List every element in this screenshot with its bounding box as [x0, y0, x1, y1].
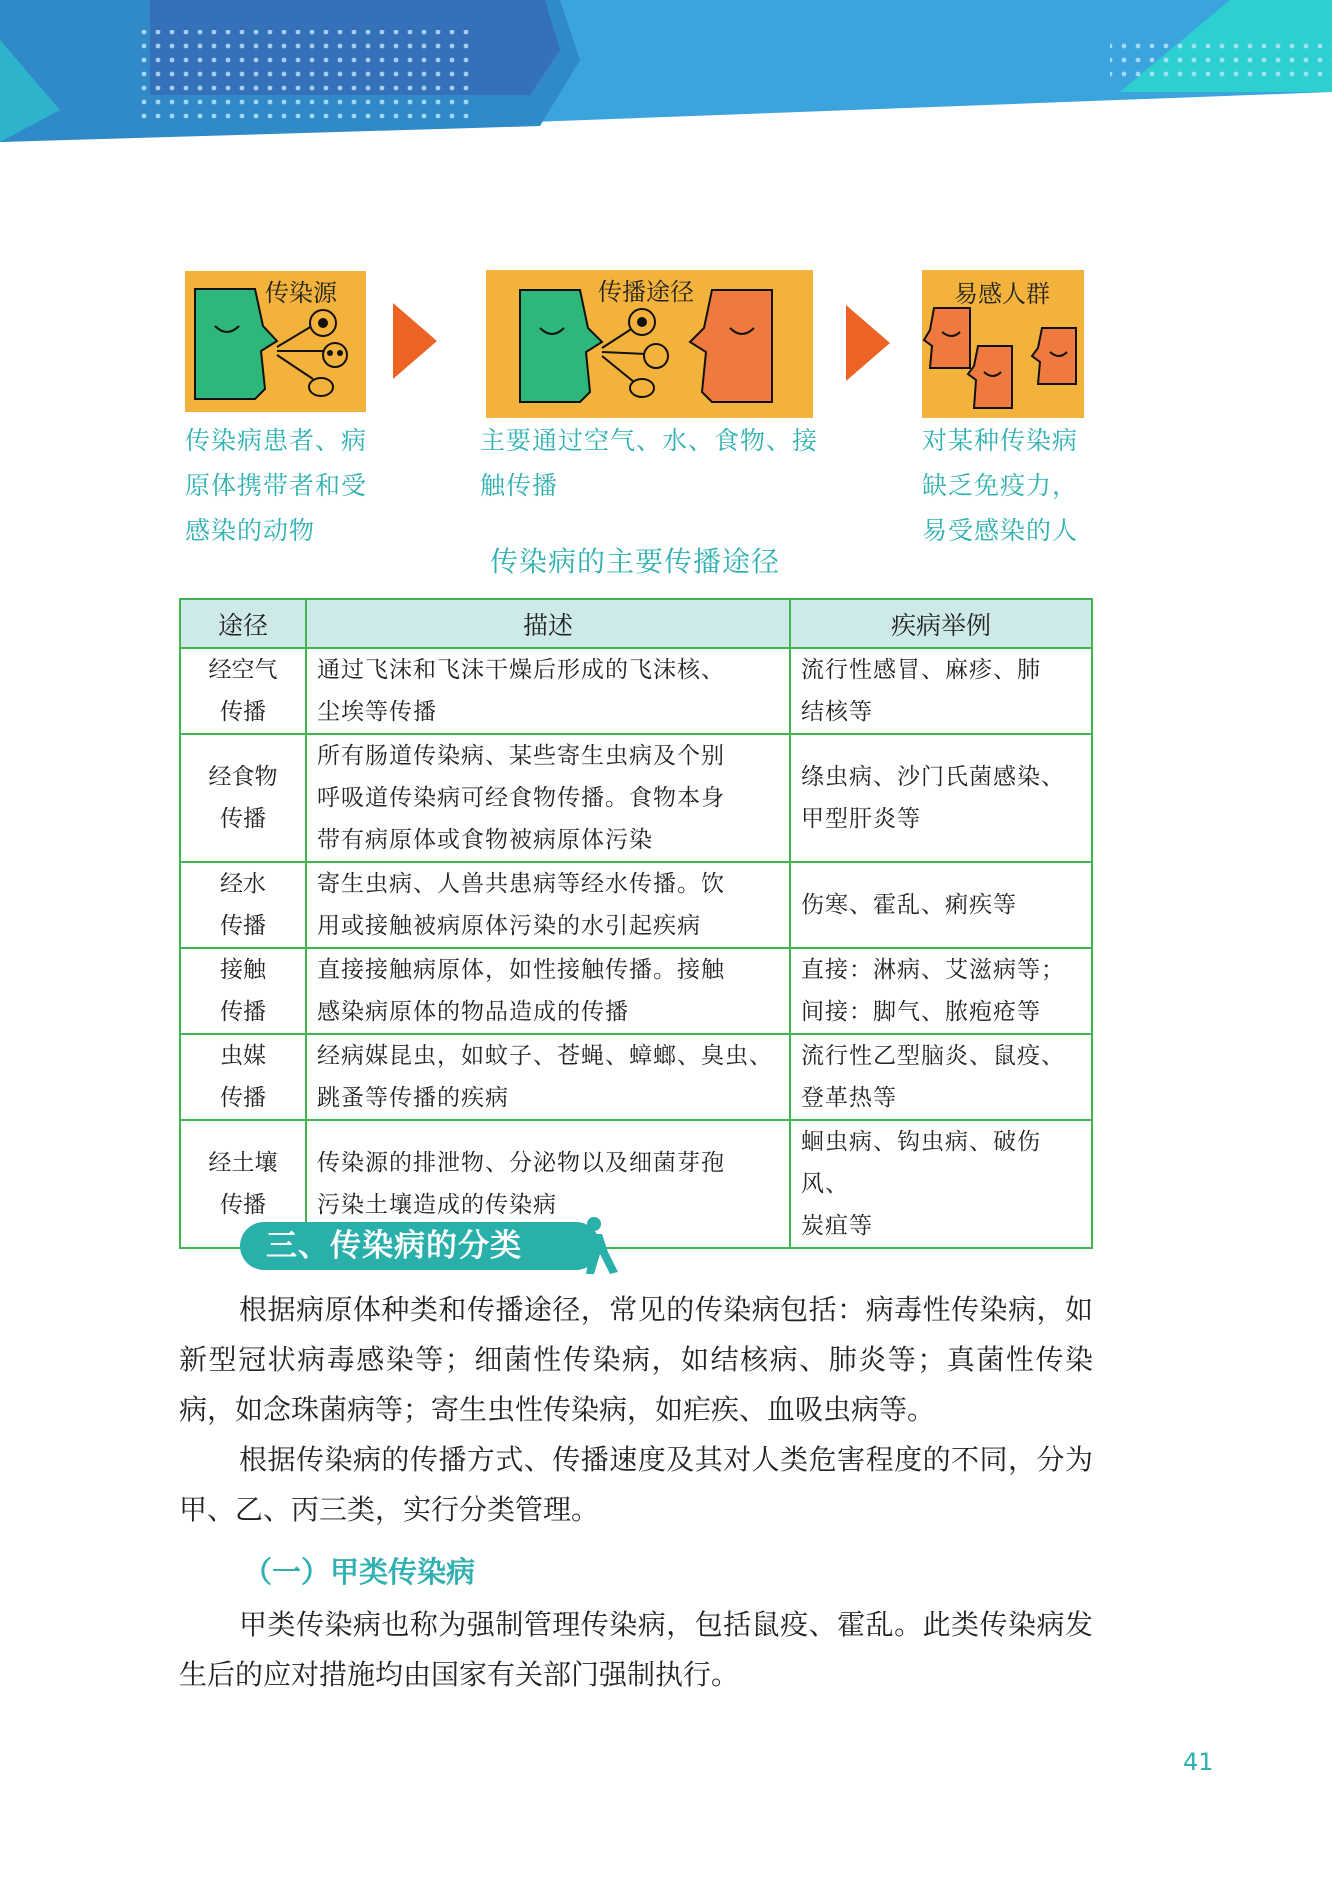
source-caption: 传染病患者、病 原体携带者和受 感染的动物 [185, 426, 368, 545]
table-row [180, 648, 1092, 734]
table-row [180, 1034, 1092, 1120]
description-cell: 直接接触病原体，如性接触传播。接触 感染病原体的物品造成的传播 [306, 948, 790, 1034]
description-cell: 寄生虫病、人兽共患病等经水传播。饮 用或接触被病原体污染的水引起疾病 [306, 862, 790, 948]
route-cell: 虫媒 传播 [180, 1034, 306, 1120]
route-illustration [486, 270, 813, 418]
subsection-heading: （一）甲类传染病 [243, 1555, 476, 1589]
diagram-title: 传染病的主要传播途径 [489, 545, 780, 578]
table-header-row [180, 599, 1092, 648]
stage-label-source: 传染源 [265, 279, 337, 307]
arrow-icon [393, 303, 437, 379]
table-row [180, 734, 1092, 862]
column-header-examples: 疾病举例 [790, 599, 1092, 648]
susceptible-caption: 对某种传染病 缺乏免疫力， 易受感染的人 [922, 426, 1079, 545]
route-cell: 经食物 传播 [180, 734, 306, 862]
arrow-icon [846, 305, 890, 381]
route-caption: 主要通过空气、水、食物、接 触传播 [480, 426, 819, 500]
stage-label-route: 传播途径 [598, 278, 694, 306]
page-number: 41 [1183, 1748, 1214, 1776]
examples-cell: 伤寒、霍乱、痢疾等 [790, 862, 1092, 948]
examples-cell: 流行性感冒、麻疹、肺 结核等 [790, 648, 1092, 734]
runner-icon [556, 1216, 626, 1276]
table-row [180, 948, 1092, 1034]
susceptible-illustration [922, 270, 1084, 418]
table-row [180, 862, 1092, 948]
transmission-routes-table [179, 598, 1093, 1249]
description-cell: 通过飞沫和飞沫干燥后形成的飞沫核、 尘埃等传播 [306, 648, 790, 734]
description-cell: 传染源的排泄物、分泌物以及细菌芽孢 污染土壤造成的传染病 [306, 1120, 790, 1248]
section-heading: 三、传染病的分类 [240, 1222, 600, 1270]
column-header-route: 途径 [180, 599, 306, 648]
examples-cell: 直接：淋病、艾滋病等； 间接：脚气、脓疱疮等 [790, 948, 1092, 1034]
examples-cell: 绦虫病、沙门氏菌感染、 甲型肝炎等 [790, 734, 1092, 862]
source-illustration [185, 271, 366, 412]
classification-paragraph-1: 根据病原体种类和传播途径，常见的传染病包括：病毒性传染病，如新型冠状病毒感染等；细菌性传染病，如结核病、肺炎等；真菌性传染病，如念珠菌病等；寄生虫性传染病，如疟疾、血吸虫病等。 [179, 1293, 1093, 1426]
classification-paragraph-2: 根据传染病的传播方式、传播速度及其对人类危害程度的不同，分为甲、乙、丙三类，实行分类管理。 [179, 1443, 1093, 1526]
transmission-diagram [0, 0, 1332, 600]
route-cell: 接触 传播 [180, 948, 306, 1034]
examples-cell: 蛔虫病、钩虫病、破伤风、 炭疽等 [790, 1120, 1092, 1248]
route-cell: 经土壤 传播 [180, 1120, 306, 1248]
description-cell: 经病媒昆虫，如蚊子、苍蝇、蟑螂、臭虫、 跳蚤等传播的疾病 [306, 1034, 790, 1120]
examples-cell: 流行性乙型脑炎、鼠疫、 登革热等 [790, 1034, 1092, 1120]
column-header-description: 描述 [306, 599, 790, 648]
description-cell: 所有肠道传染病、某些寄生虫病及个别 呼吸道传染病可经食物传播。食物本身 带有病原体或食物被病原体污染 [306, 734, 790, 862]
class-a-paragraph: 甲类传染病也称为强制管理传染病，包括鼠疫、霍乱。此类传染病发生后的应对措施均由国家有关部门强制执行。 [179, 1608, 1093, 1691]
route-cell: 经水 传播 [180, 862, 306, 948]
route-cell: 经空气 传播 [180, 648, 306, 734]
stage-label-susceptible: 易感人群 [954, 280, 1050, 308]
